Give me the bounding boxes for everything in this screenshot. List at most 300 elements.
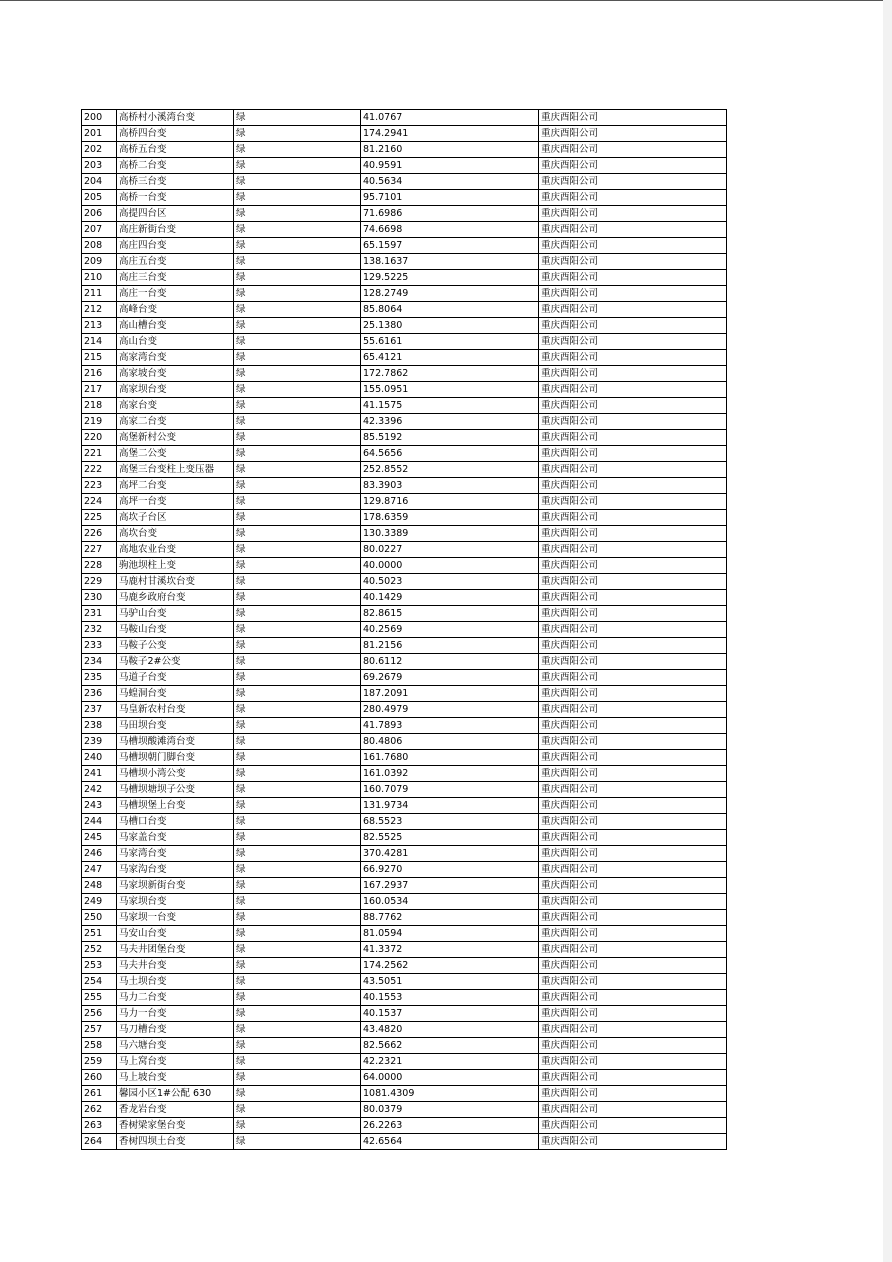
row-number-cell: 222	[82, 462, 117, 478]
status-cell: 绿	[234, 830, 361, 846]
company-cell: 重庆酉阳公司	[539, 1038, 727, 1054]
status-cell: 绿	[234, 814, 361, 830]
company-cell: 重庆酉阳公司	[539, 942, 727, 958]
row-number-cell: 239	[82, 734, 117, 750]
status-cell: 绿	[234, 126, 361, 142]
company-cell: 重庆酉阳公司	[539, 462, 727, 478]
value-cell: 161.7680	[361, 750, 539, 766]
company-cell: 重庆酉阳公司	[539, 366, 727, 382]
company-cell: 重庆酉阳公司	[539, 1054, 727, 1070]
transformer-name-cell: 马槽坝酸滩湾台变	[117, 734, 234, 750]
row-number-cell: 230	[82, 590, 117, 606]
company-cell: 重庆酉阳公司	[539, 446, 727, 462]
status-cell: 绿	[234, 446, 361, 462]
transformer-name-cell: 香龙岩台变	[117, 1102, 234, 1118]
table-row	[82, 606, 727, 622]
company-cell: 重庆酉阳公司	[539, 270, 727, 286]
value-cell: 74.6698	[361, 222, 539, 238]
transformer-name-cell: 马驴山台变	[117, 606, 234, 622]
company-cell: 重庆酉阳公司	[539, 622, 727, 638]
status-cell: 绿	[234, 206, 361, 222]
table-row	[82, 110, 727, 126]
value-cell: 81.0594	[361, 926, 539, 942]
row-number-cell: 220	[82, 430, 117, 446]
value-cell: 131.9734	[361, 798, 539, 814]
status-cell: 绿	[234, 142, 361, 158]
value-cell: 172.7862	[361, 366, 539, 382]
value-cell: 1081.4309	[361, 1086, 539, 1102]
transformer-name-cell: 马槽坝小湾公变	[117, 766, 234, 782]
table-row	[82, 350, 727, 366]
transformer-name-cell: 马鞍子2#公变	[117, 654, 234, 670]
transformer-name-cell: 马家盖台变	[117, 830, 234, 846]
value-cell: 69.2679	[361, 670, 539, 686]
value-cell: 85.8064	[361, 302, 539, 318]
row-number-cell: 240	[82, 750, 117, 766]
transformer-name-cell: 马安山台变	[117, 926, 234, 942]
transformer-name-cell: 马力一台变	[117, 1006, 234, 1022]
row-number-cell: 249	[82, 894, 117, 910]
company-cell: 重庆酉阳公司	[539, 110, 727, 126]
table-row	[82, 430, 727, 446]
company-cell: 重庆酉阳公司	[539, 350, 727, 366]
status-cell: 绿	[234, 686, 361, 702]
transformer-name-cell: 驹池坝柱上变	[117, 558, 234, 574]
transformer-name-cell: 高山槽台变	[117, 318, 234, 334]
transformer-name-cell: 高堡三台变柱上变压器	[117, 462, 234, 478]
status-cell: 绿	[234, 350, 361, 366]
value-cell: 41.0767	[361, 110, 539, 126]
row-number-cell: 215	[82, 350, 117, 366]
status-cell: 绿	[234, 670, 361, 686]
value-cell: 40.1429	[361, 590, 539, 606]
company-cell: 重庆酉阳公司	[539, 398, 727, 414]
table-row	[82, 686, 727, 702]
value-cell: 88.7762	[361, 910, 539, 926]
status-cell: 绿	[234, 574, 361, 590]
row-number-cell: 251	[82, 926, 117, 942]
transformer-name-cell: 高家台变	[117, 398, 234, 414]
company-cell: 重庆酉阳公司	[539, 574, 727, 590]
table-row	[82, 126, 727, 142]
row-number-cell: 235	[82, 670, 117, 686]
company-cell: 重庆酉阳公司	[539, 494, 727, 510]
row-number-cell: 216	[82, 366, 117, 382]
company-cell: 重庆酉阳公司	[539, 926, 727, 942]
company-cell: 重庆酉阳公司	[539, 638, 727, 654]
value-cell: 82.5662	[361, 1038, 539, 1054]
transformer-name-cell: 马槽坝堡上台变	[117, 798, 234, 814]
table-row	[82, 670, 727, 686]
value-cell: 81.2156	[361, 638, 539, 654]
value-cell: 80.4806	[361, 734, 539, 750]
transformer-name-cell: 高桥五台变	[117, 142, 234, 158]
value-cell: 64.5656	[361, 446, 539, 462]
company-cell: 重庆酉阳公司	[539, 238, 727, 254]
company-cell: 重庆酉阳公司	[539, 1086, 727, 1102]
status-cell: 绿	[234, 382, 361, 398]
status-cell: 绿	[234, 622, 361, 638]
company-cell: 重庆酉阳公司	[539, 702, 727, 718]
transformer-name-cell: 香树四坝土台变	[117, 1134, 234, 1150]
row-number-cell: 250	[82, 910, 117, 926]
transformer-name-cell: 高坪二台变	[117, 478, 234, 494]
row-number-cell: 218	[82, 398, 117, 414]
transformer-name-cell: 马鞍山台变	[117, 622, 234, 638]
transformer-name-cell: 马鞍子公变	[117, 638, 234, 654]
page-right-margin	[883, 0, 892, 1262]
transformer-name-cell: 高庄四台变	[117, 238, 234, 254]
row-number-cell: 227	[82, 542, 117, 558]
value-cell: 161.0392	[361, 766, 539, 782]
transformer-name-cell: 马道子台变	[117, 670, 234, 686]
table-row	[82, 942, 727, 958]
value-cell: 252.8552	[361, 462, 539, 478]
company-cell: 重庆酉阳公司	[539, 862, 727, 878]
value-cell: 64.0000	[361, 1070, 539, 1086]
value-cell: 41.1575	[361, 398, 539, 414]
status-cell: 绿	[234, 654, 361, 670]
table-row	[82, 862, 727, 878]
company-cell: 重庆酉阳公司	[539, 318, 727, 334]
table-row	[82, 622, 727, 638]
transformer-name-cell: 高庄三台变	[117, 270, 234, 286]
table-row	[82, 286, 727, 302]
status-cell: 绿	[234, 942, 361, 958]
row-number-cell: 253	[82, 958, 117, 974]
status-cell: 绿	[234, 1006, 361, 1022]
row-number-cell: 248	[82, 878, 117, 894]
status-cell: 绿	[234, 510, 361, 526]
row-number-cell: 229	[82, 574, 117, 590]
value-cell: 85.5192	[361, 430, 539, 446]
row-number-cell: 258	[82, 1038, 117, 1054]
company-cell: 重庆酉阳公司	[539, 382, 727, 398]
table-row	[82, 446, 727, 462]
table-row	[82, 1038, 727, 1054]
value-cell: 95.7101	[361, 190, 539, 206]
company-cell: 重庆酉阳公司	[539, 142, 727, 158]
table-body	[82, 110, 727, 1150]
status-cell: 绿	[234, 1070, 361, 1086]
transformer-name-cell: 马槽口台变	[117, 814, 234, 830]
status-cell: 绿	[234, 1086, 361, 1102]
value-cell: 25.1380	[361, 318, 539, 334]
row-number-cell: 214	[82, 334, 117, 350]
status-cell: 绿	[234, 766, 361, 782]
table-row	[82, 334, 727, 350]
company-cell: 重庆酉阳公司	[539, 302, 727, 318]
transformer-name-cell: 高坎台变	[117, 526, 234, 542]
company-cell: 重庆酉阳公司	[539, 334, 727, 350]
table-row	[82, 254, 727, 270]
status-cell: 绿	[234, 494, 361, 510]
company-cell: 重庆酉阳公司	[539, 158, 727, 174]
company-cell: 重庆酉阳公司	[539, 878, 727, 894]
company-cell: 重庆酉阳公司	[539, 222, 727, 238]
row-number-cell: 233	[82, 638, 117, 654]
company-cell: 重庆酉阳公司	[539, 126, 727, 142]
status-cell: 绿	[234, 734, 361, 750]
value-cell: 65.4121	[361, 350, 539, 366]
table-row	[82, 766, 727, 782]
transformer-name-cell: 馨园小区1#公配 630	[117, 1086, 234, 1102]
value-cell: 167.2937	[361, 878, 539, 894]
row-number-cell: 245	[82, 830, 117, 846]
value-cell: 68.5523	[361, 814, 539, 830]
table-row	[82, 654, 727, 670]
status-cell: 绿	[234, 366, 361, 382]
table-row	[82, 958, 727, 974]
company-cell: 重庆酉阳公司	[539, 814, 727, 830]
value-cell: 65.1597	[361, 238, 539, 254]
value-cell: 40.9591	[361, 158, 539, 174]
value-cell: 155.0951	[361, 382, 539, 398]
status-cell: 绿	[234, 718, 361, 734]
company-cell: 重庆酉阳公司	[539, 286, 727, 302]
row-number-cell: 237	[82, 702, 117, 718]
row-number-cell: 236	[82, 686, 117, 702]
value-cell: 280.4979	[361, 702, 539, 718]
status-cell: 绿	[234, 878, 361, 894]
status-cell: 绿	[234, 302, 361, 318]
value-cell: 42.6564	[361, 1134, 539, 1150]
table-row	[82, 1006, 727, 1022]
company-cell: 重庆酉阳公司	[539, 174, 727, 190]
status-cell: 绿	[234, 862, 361, 878]
status-cell: 绿	[234, 894, 361, 910]
row-number-cell: 252	[82, 942, 117, 958]
company-cell: 重庆酉阳公司	[539, 526, 727, 542]
status-cell: 绿	[234, 430, 361, 446]
value-cell: 66.9270	[361, 862, 539, 878]
transformer-name-cell: 高坎子台区	[117, 510, 234, 526]
status-cell: 绿	[234, 318, 361, 334]
transformer-name-cell: 高坪一台变	[117, 494, 234, 510]
table-row	[82, 478, 727, 494]
table-row	[82, 174, 727, 190]
transformer-name-cell: 马皇新农村台变	[117, 702, 234, 718]
table-row	[82, 398, 727, 414]
row-number-cell: 246	[82, 846, 117, 862]
table-row	[82, 814, 727, 830]
table-row	[82, 782, 727, 798]
company-cell: 重庆酉阳公司	[539, 1006, 727, 1022]
value-cell: 160.0534	[361, 894, 539, 910]
value-cell: 160.7079	[361, 782, 539, 798]
value-cell: 40.5023	[361, 574, 539, 590]
value-cell: 41.3372	[361, 942, 539, 958]
company-cell: 重庆酉阳公司	[539, 190, 727, 206]
page-top-rule	[0, 0, 892, 1]
status-cell: 绿	[234, 558, 361, 574]
company-cell: 重庆酉阳公司	[539, 766, 727, 782]
transformer-name-cell: 马鹿乡政府台变	[117, 590, 234, 606]
table-row	[82, 494, 727, 510]
company-cell: 重庆酉阳公司	[539, 734, 727, 750]
value-cell: 40.1553	[361, 990, 539, 1006]
value-cell: 80.0379	[361, 1102, 539, 1118]
row-number-cell: 224	[82, 494, 117, 510]
company-cell: 重庆酉阳公司	[539, 798, 727, 814]
table-row	[82, 1118, 727, 1134]
status-cell: 绿	[234, 1022, 361, 1038]
row-number-cell: 234	[82, 654, 117, 670]
status-cell: 绿	[234, 1054, 361, 1070]
status-cell: 绿	[234, 1134, 361, 1150]
row-number-cell: 255	[82, 990, 117, 1006]
company-cell: 重庆酉阳公司	[539, 974, 727, 990]
value-cell: 55.6161	[361, 334, 539, 350]
transformer-name-cell: 马刀槽台变	[117, 1022, 234, 1038]
transformer-name-cell: 马夫井团堡台变	[117, 942, 234, 958]
row-number-cell: 228	[82, 558, 117, 574]
table-row	[82, 1102, 727, 1118]
status-cell: 绿	[234, 158, 361, 174]
company-cell: 重庆酉阳公司	[539, 1022, 727, 1038]
transformer-name-cell: 香树梁家堡台变	[117, 1118, 234, 1134]
table-row	[82, 910, 727, 926]
status-cell: 绿	[234, 286, 361, 302]
company-cell: 重庆酉阳公司	[539, 1134, 727, 1150]
company-cell: 重庆酉阳公司	[539, 1102, 727, 1118]
value-cell: 40.2569	[361, 622, 539, 638]
company-cell: 重庆酉阳公司	[539, 686, 727, 702]
status-cell: 绿	[234, 910, 361, 926]
company-cell: 重庆酉阳公司	[539, 510, 727, 526]
row-number-cell: 223	[82, 478, 117, 494]
row-number-cell: 201	[82, 126, 117, 142]
data-table	[81, 109, 727, 1150]
transformer-name-cell: 高堡二公变	[117, 446, 234, 462]
status-cell: 绿	[234, 798, 361, 814]
transformer-name-cell: 马田坝台变	[117, 718, 234, 734]
company-cell: 重庆酉阳公司	[539, 206, 727, 222]
table-row	[82, 366, 727, 382]
company-cell: 重庆酉阳公司	[539, 782, 727, 798]
status-cell: 绿	[234, 270, 361, 286]
value-cell: 138.1637	[361, 254, 539, 270]
company-cell: 重庆酉阳公司	[539, 990, 727, 1006]
table-row	[82, 238, 727, 254]
row-number-cell: 206	[82, 206, 117, 222]
transformer-name-cell: 高庄一台变	[117, 286, 234, 302]
status-cell: 绿	[234, 782, 361, 798]
row-number-cell: 202	[82, 142, 117, 158]
table-row	[82, 318, 727, 334]
status-cell: 绿	[234, 1102, 361, 1118]
transformer-name-cell: 马家沟台变	[117, 862, 234, 878]
transformer-name-cell: 高提四台区	[117, 206, 234, 222]
table-row	[82, 638, 727, 654]
table-row	[82, 798, 727, 814]
company-cell: 重庆酉阳公司	[539, 542, 727, 558]
company-cell: 重庆酉阳公司	[539, 430, 727, 446]
transformer-name-cell: 高桥三台变	[117, 174, 234, 190]
table-row	[82, 190, 727, 206]
transformer-name-cell: 马家湾台变	[117, 846, 234, 862]
value-cell: 174.2562	[361, 958, 539, 974]
row-number-cell: 261	[82, 1086, 117, 1102]
value-cell: 43.5051	[361, 974, 539, 990]
status-cell: 绿	[234, 334, 361, 350]
table-row	[82, 590, 727, 606]
transformer-name-cell: 马鹿村甘溪坎台变	[117, 574, 234, 590]
table-row	[82, 158, 727, 174]
row-number-cell: 244	[82, 814, 117, 830]
table-row	[82, 1134, 727, 1150]
company-cell: 重庆酉阳公司	[539, 1070, 727, 1086]
value-cell: 128.2749	[361, 286, 539, 302]
transformer-name-cell: 马蝗洞台变	[117, 686, 234, 702]
value-cell: 26.2263	[361, 1118, 539, 1134]
transformer-name-cell: 高桥四台变	[117, 126, 234, 142]
table-row	[82, 558, 727, 574]
status-cell: 绿	[234, 926, 361, 942]
transformer-name-cell: 高桥村小溪湾台变	[117, 110, 234, 126]
status-cell: 绿	[234, 238, 361, 254]
value-cell: 80.0227	[361, 542, 539, 558]
status-cell: 绿	[234, 958, 361, 974]
table-row	[82, 718, 727, 734]
table-row	[82, 270, 727, 286]
transformer-name-cell: 高堡新村公变	[117, 430, 234, 446]
row-number-cell: 207	[82, 222, 117, 238]
transformer-name-cell: 高山台变	[117, 334, 234, 350]
table-row	[82, 830, 727, 846]
table-row	[82, 974, 727, 990]
transformer-name-cell: 马上窝台变	[117, 1054, 234, 1070]
row-number-cell: 225	[82, 510, 117, 526]
table-row	[82, 302, 727, 318]
status-cell: 绿	[234, 702, 361, 718]
status-cell: 绿	[234, 414, 361, 430]
transformer-name-cell: 马槽坝塘坝子公变	[117, 782, 234, 798]
status-cell: 绿	[234, 398, 361, 414]
value-cell: 187.2091	[361, 686, 539, 702]
row-number-cell: 262	[82, 1102, 117, 1118]
table-row	[82, 142, 727, 158]
value-cell: 130.3389	[361, 526, 539, 542]
value-cell: 178.6359	[361, 510, 539, 526]
table-row	[82, 1070, 727, 1086]
status-cell: 绿	[234, 638, 361, 654]
transformer-name-cell: 高家坡台变	[117, 366, 234, 382]
table-row	[82, 542, 727, 558]
row-number-cell: 257	[82, 1022, 117, 1038]
value-cell: 41.7893	[361, 718, 539, 734]
status-cell: 绿	[234, 174, 361, 190]
company-cell: 重庆酉阳公司	[539, 558, 727, 574]
table-row	[82, 526, 727, 542]
company-cell: 重庆酉阳公司	[539, 414, 727, 430]
value-cell: 82.8615	[361, 606, 539, 622]
transformer-name-cell: 马六塘台变	[117, 1038, 234, 1054]
company-cell: 重庆酉阳公司	[539, 750, 727, 766]
status-cell: 绿	[234, 526, 361, 542]
status-cell: 绿	[234, 750, 361, 766]
row-number-cell: 213	[82, 318, 117, 334]
row-number-cell: 210	[82, 270, 117, 286]
company-cell: 重庆酉阳公司	[539, 254, 727, 270]
value-cell: 40.5634	[361, 174, 539, 190]
table-row	[82, 702, 727, 718]
transformer-name-cell: 马上坡台变	[117, 1070, 234, 1086]
value-cell: 129.8716	[361, 494, 539, 510]
company-cell: 重庆酉阳公司	[539, 958, 727, 974]
row-number-cell: 205	[82, 190, 117, 206]
company-cell: 重庆酉阳公司	[539, 846, 727, 862]
